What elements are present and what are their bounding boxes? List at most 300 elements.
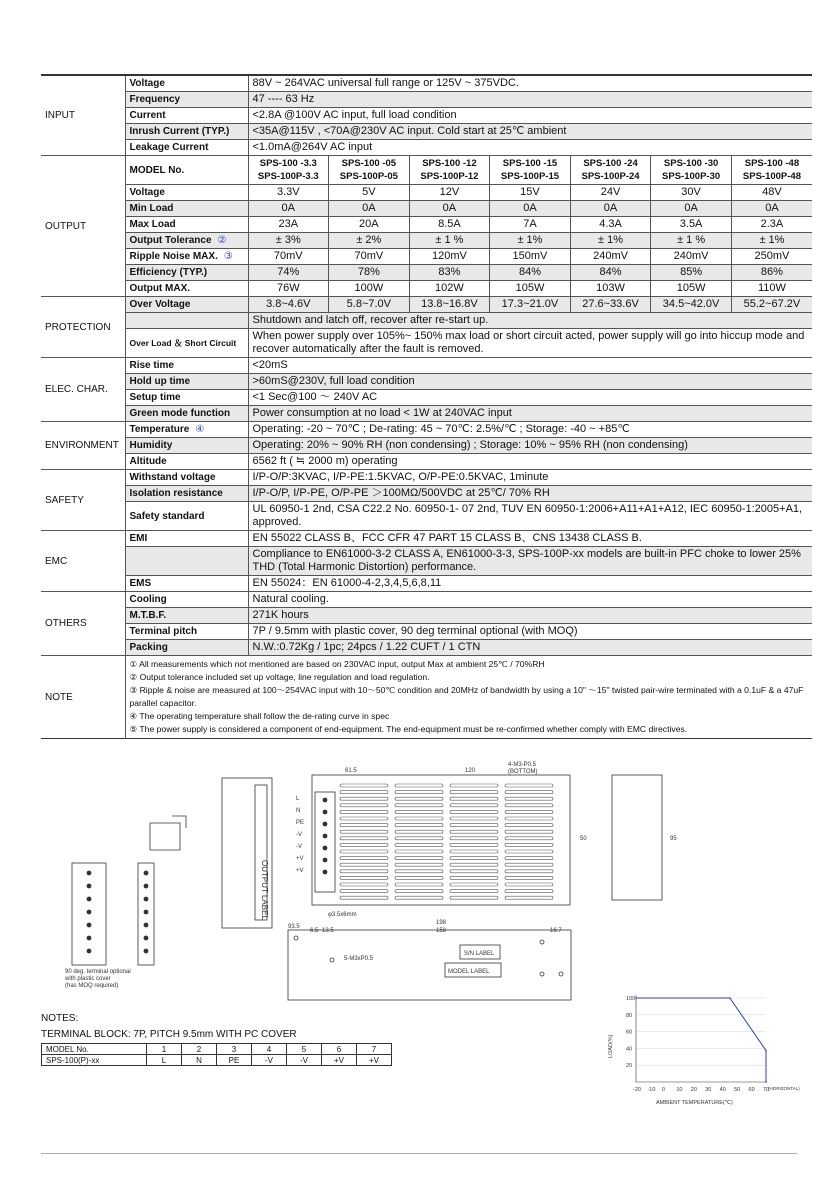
vent-slot: [340, 850, 388, 853]
terminal-cell: +V: [322, 1055, 357, 1066]
row-label: Ripple Noise MAX.: [129, 251, 218, 262]
row-value: <35A@115V , <70A@230V AC input. Cold start at 25℃ ambient: [248, 124, 812, 140]
terminal-caption-1: 90 deg. terminal optional: [65, 969, 131, 975]
output-value: 105W: [651, 281, 732, 297]
derating-chart: [598, 988, 803, 1108]
output-value: 105W: [490, 281, 571, 297]
output-value: 48V: [731, 185, 812, 201]
table-row: [41, 329, 812, 358]
output-value: 150mV: [490, 249, 571, 265]
row-label: M.T.B.F.: [129, 610, 167, 621]
vent-slot: [395, 857, 443, 860]
table-row: [41, 406, 812, 422]
row-label: Output Tolerance: [129, 235, 212, 246]
terminal-header-cell: 4: [252, 1044, 287, 1055]
vent-slot: [395, 824, 443, 827]
output-value: 240mV: [651, 249, 732, 265]
terminal-header-cell: 2: [182, 1044, 217, 1055]
table-row: [41, 140, 812, 156]
row-label: Isolation resistance: [129, 488, 223, 499]
terminal-block-text: TERMINAL BLOCK: 7P, PITCH 9.5mm WITH PC COVER: [41, 1029, 297, 1040]
table-row: [41, 358, 812, 374]
vent-slot: [450, 810, 498, 813]
row-label: Leakage Current: [129, 142, 209, 153]
vent-slot: [340, 824, 388, 827]
model-name: [570, 156, 651, 185]
row-label-cell: [125, 281, 248, 297]
model-name: [490, 156, 571, 185]
dim-6-5: 6.5: [310, 928, 319, 934]
terminal-screw: [144, 936, 149, 941]
terminal-cell: +V: [357, 1055, 392, 1066]
section-protection: PROTECTION: [41, 297, 125, 358]
footer-line: [41, 1153, 797, 1154]
vent-slot: [505, 876, 553, 879]
terminal-screw: [87, 897, 92, 902]
table-row: [41, 592, 812, 608]
vent-slot: [450, 876, 498, 879]
vent-slot: [450, 896, 498, 899]
terminal-header-cell: 1: [147, 1044, 182, 1055]
model-name-b: SPS-100P-05: [339, 171, 398, 182]
output-value: 12V: [409, 185, 490, 201]
row-label-cell: [125, 454, 248, 470]
note-item: ① All measurements which not mentioned are based on 230VAC input, output Max at ambient 25℃ / 70%RH: [129, 659, 545, 669]
row-label-cell: [125, 470, 248, 486]
dim-m3: 4-M3-P0.5: [508, 762, 537, 768]
output-value: 4.3A: [570, 217, 651, 233]
row-label-cell: [125, 608, 248, 624]
terminal-header-cell: 7: [357, 1044, 392, 1055]
section-emc: EMC: [41, 531, 125, 592]
dim-hole: φ3.5x6mm: [328, 912, 357, 918]
table-row: [41, 438, 812, 454]
terminal-screw: [87, 923, 92, 928]
section-environment: ENVIRONMENT: [41, 422, 125, 470]
pin-label-3: -V: [296, 832, 302, 838]
row-label-cell: [125, 124, 248, 140]
note-item: ③ Ripple & noise are measured at 100～254VAC input with 10～50℃ condition and 20MHz of bandwidth by using a 10" ～15" twisted pair-wire terminated with a 0.1uF & a 47uF parallel capacitor.: [129, 685, 804, 708]
output-value: 5V: [329, 185, 410, 201]
table-row: [41, 547, 812, 576]
row-label: Efficiency (TYP.): [129, 267, 208, 278]
dim-m3-bottom: 5-M3xP0.5: [344, 956, 374, 962]
terminal-screw: [323, 870, 328, 875]
vent-slot: [450, 870, 498, 873]
row-label-cell: [125, 531, 248, 547]
row-label-cell: [125, 390, 248, 406]
table-row: [41, 502, 812, 531]
bracket-sketch: [150, 816, 186, 850]
vent-slot: [450, 797, 498, 800]
model-name-a: SPS-100 -12: [422, 158, 477, 169]
vent-slot: [340, 784, 388, 787]
terminal-screw: [323, 834, 328, 839]
x-tick-label: -10: [647, 1087, 656, 1093]
y-tick-label: 100: [626, 996, 636, 1002]
row-label: Packing: [129, 642, 168, 653]
output-value: 8.5A: [409, 217, 490, 233]
table-row: [41, 108, 812, 124]
table-row: [41, 297, 812, 313]
model-name-b: SPS-100P-30: [662, 171, 721, 182]
x-tick-label: 40: [719, 1087, 726, 1093]
row-label-cell: [125, 624, 248, 640]
dim-bottom: (BOTTOM): [508, 769, 538, 775]
output-value: 0A: [409, 201, 490, 217]
x-axis-label: AMBIENT TEMPERATURE(℃): [656, 1100, 733, 1106]
table-row: [41, 281, 812, 297]
terminal-screw: [87, 871, 92, 876]
vent-slot: [450, 843, 498, 846]
vent-slot: [505, 890, 553, 893]
ovp-value: 5.8~7.0V: [329, 297, 410, 313]
output-value: 86%: [731, 265, 812, 281]
vent-slot: [505, 797, 553, 800]
terminal-screw: [144, 949, 149, 954]
x-tick-label: 10: [676, 1087, 683, 1093]
y-tick-label: 40: [626, 1046, 633, 1053]
vent-slot: [395, 896, 443, 899]
model-name-b: SPS-100P-24: [581, 171, 640, 182]
table-row: [41, 75, 812, 92]
row-label: Voltage: [129, 78, 165, 89]
vent-slot: [450, 824, 498, 827]
note-marker: ③: [223, 251, 233, 262]
terminal-screw: [87, 884, 92, 889]
ovp-value: 13.8~16.8V: [409, 297, 490, 313]
note-item: ④ The operating temperature shall follow the de-rating curve in spec: [129, 711, 390, 721]
section-output: OUTPUT: [41, 156, 125, 297]
terminal-screw: [323, 798, 328, 803]
row-label-cell: [125, 502, 248, 531]
row-label-cell: [125, 592, 248, 608]
row-label-cell: [125, 92, 248, 108]
x-tick-label: 50: [734, 1087, 741, 1093]
model-name-b: SPS-100P-48: [742, 171, 801, 182]
table-row: [41, 185, 812, 201]
table-row: [41, 265, 812, 281]
row-value: >60mS@230V, full load condition: [248, 374, 812, 390]
vent-slot: [340, 791, 388, 794]
row-label-cell: [125, 185, 248, 201]
output-value: 83%: [409, 265, 490, 281]
vent-slot: [395, 791, 443, 794]
vent-slot: [450, 784, 498, 787]
dim-158: 158: [436, 928, 447, 934]
vent-slot: [395, 863, 443, 866]
vent-slot: [505, 810, 553, 813]
vent-slot: [340, 843, 388, 846]
row-label: MODEL No.: [129, 164, 185, 176]
vent-slot: [395, 843, 443, 846]
output-value: 23A: [248, 217, 329, 233]
row-label-cell: [125, 297, 248, 313]
note-marker: ②: [217, 235, 227, 246]
output-value: 0A: [570, 201, 651, 217]
terminal-cell: -V: [287, 1055, 322, 1066]
model-name-a: SPS-100 -48: [744, 158, 800, 169]
output-value: ± 1 %: [409, 233, 490, 249]
terminal-screw: [87, 910, 92, 915]
row-value: Operating: 20% ~ 90% RH (non condensing) ; Storage: 10% ~ 95% RH (non condensing): [248, 438, 812, 454]
row-label-cell: [125, 576, 248, 592]
vent-slot: [340, 810, 388, 813]
terminal-cell: SPS-100(P)-xx: [42, 1055, 147, 1066]
vent-slot: [505, 791, 553, 794]
vent-slot: [340, 804, 388, 807]
output-value: 0A: [329, 201, 410, 217]
vent-slot: [395, 797, 443, 800]
ovp-value: 3.8~4.6V: [248, 297, 329, 313]
row-label-cell: [125, 640, 248, 656]
mechanical-drawing: [60, 760, 790, 1010]
terminal-cell: -V: [252, 1055, 287, 1066]
row-label-cell: [125, 249, 248, 265]
bottom-view-outline: [288, 930, 571, 1000]
table-row: [41, 390, 812, 406]
x-tick-label: 30: [705, 1087, 712, 1093]
derating-curve: [636, 998, 766, 1082]
row-value: 7P / 9.5mm with plastic cover, 90 deg terminal optional (with MOQ): [248, 624, 812, 640]
horizontal-tag: (HORIZONTAL): [768, 1086, 800, 1091]
vent-slot: [340, 876, 388, 879]
table-row: [41, 374, 812, 390]
model-label-text: MODEL LABEL: [448, 969, 490, 975]
model-name-a: SPS-100 -15: [502, 158, 558, 169]
y-tick-label: 60: [626, 1029, 633, 1036]
table-row: [41, 608, 812, 624]
pin-label-5: +V: [296, 856, 304, 862]
model-name: [731, 156, 812, 185]
vent-slot: [505, 830, 553, 833]
row-label: Temperature: [129, 424, 190, 435]
output-value: 0A: [248, 201, 329, 217]
x-tick-label: -20: [633, 1087, 641, 1093]
vent-slot: [340, 837, 388, 840]
model-name-a: SPS-100 -30: [663, 158, 719, 169]
row-label: Hold up time: [129, 376, 191, 387]
model-name: [409, 156, 490, 185]
output-value: 78%: [329, 265, 410, 281]
model-name-b: SPS-100P-3.3: [257, 171, 319, 182]
curve-point: [729, 997, 731, 999]
pin-label-0: L: [296, 796, 300, 802]
row-label-cell: [125, 108, 248, 124]
section-others: OTHERS: [41, 592, 125, 656]
table-row: [41, 217, 812, 233]
table-row: [41, 233, 812, 249]
output-value: ± 1 %: [651, 233, 732, 249]
table-row: [41, 576, 812, 592]
table-row: [41, 249, 812, 265]
output-label-text: OUTPUT LABEL: [260, 860, 269, 920]
vent-slot: [505, 850, 553, 853]
model-name: [248, 156, 329, 185]
output-value: 84%: [490, 265, 571, 281]
row-label: Frequency: [129, 94, 181, 105]
row-value: Shutdown and latch off, recover after re-start up.: [248, 313, 812, 329]
output-value: ± 2%: [329, 233, 410, 249]
vent-slot: [505, 857, 553, 860]
output-value: ± 1%: [731, 233, 812, 249]
section-elec: ELEC. CHAR.: [41, 358, 125, 422]
sn-label-text: S/N LABEL: [464, 951, 495, 957]
table-row: [41, 201, 812, 217]
vent-slot: [505, 896, 553, 899]
vent-slot: [450, 804, 498, 807]
model-name-a: SPS-100 -05: [341, 158, 397, 169]
row-value: Compliance to EN61000-3-2 CLASS A, EN61000-3-3, SPS-100P-xx models are built-in PFC choke to lower 25% THD (Total Harmonic Distortion) performance.: [248, 547, 812, 576]
vent-slot: [340, 890, 388, 893]
table-row: [41, 486, 812, 502]
y-tick-label: 80: [626, 1012, 633, 1019]
vent-slot: [505, 824, 553, 827]
dim-13-5: 13.5: [322, 928, 334, 934]
vent-slot: [450, 890, 498, 893]
row-label-cell: [125, 201, 248, 217]
vent-slot: [340, 817, 388, 820]
row-label: Altitude: [129, 456, 167, 467]
terminal-header-cell: MODEL No.: [42, 1044, 147, 1055]
output-value: 102W: [409, 281, 490, 297]
ovp-value: 27.6~33.6V: [570, 297, 651, 313]
row-label: Current: [129, 110, 166, 121]
vent-slot: [505, 843, 553, 846]
top-view-terminal: [315, 792, 335, 892]
row-label-cell: [125, 217, 248, 233]
row-label: Withstand voltage: [129, 472, 216, 483]
row-label: Green mode function: [129, 408, 231, 419]
vent-slot: [450, 850, 498, 853]
pin-label-1: N: [296, 808, 301, 814]
ovp-value: 17.3~21.0V: [490, 297, 571, 313]
dim-120: 120: [465, 768, 476, 774]
row-label-cell: [125, 329, 248, 358]
vent-slot: [395, 890, 443, 893]
vent-slot: [395, 810, 443, 813]
terminal-header-cell: 3: [217, 1044, 252, 1055]
row-label: Cooling: [129, 594, 167, 605]
table-row: [41, 470, 812, 486]
vent-slot: [395, 876, 443, 879]
vent-slot: [450, 857, 498, 860]
row-label-cell: [125, 140, 248, 156]
vent-slot: [450, 837, 498, 840]
row-value: Natural cooling.: [248, 592, 812, 608]
table-row: [41, 640, 812, 656]
dim-50: 50: [580, 836, 587, 842]
vent-slot: [340, 830, 388, 833]
row-label-cell: [125, 406, 248, 422]
model-label-cell: [125, 156, 248, 185]
row-label: Max Load: [129, 219, 176, 230]
terminal-screw: [144, 897, 149, 902]
row-value: Operating: -20 ~ 70℃ ; De-rating: 45 ~ 70℃: 2.5%/℃ ; Storage: -40 ~ +85℃: [248, 422, 812, 438]
model-name: [329, 156, 410, 185]
row-value: EN 55024：EN 61000-4-2,3,4,5,6,8,11: [248, 576, 812, 592]
dim-198: 198: [436, 920, 447, 926]
note-item: ⑤ The power supply is considered a component of end-equipment. The end-equipment must be re-confirmed whether comply with EMC directives.: [129, 724, 688, 734]
row-value: <1 Sec@100 ～ 240V AC: [248, 390, 812, 406]
terminal-screw: [144, 910, 149, 915]
row-label-cell: [125, 486, 248, 502]
row-value: Power consumption at no load < 1W at 240VAC input: [248, 406, 812, 422]
x-tick-label: 70: [763, 1087, 770, 1093]
row-label-cell: [125, 374, 248, 390]
vent-slot: [450, 791, 498, 794]
row-label: Inrush Current (TYP.): [129, 126, 230, 137]
row-value: 271K hours: [248, 608, 812, 624]
note-marker: ④: [195, 424, 205, 435]
note-item: ② Output tolerance included set up voltage, line regulation and load regulation.: [129, 672, 430, 682]
output-value: 7A: [490, 217, 571, 233]
row-value: UL 60950-1 2nd, CSA C22.2 No. 60950-1- 07 2nd, TUV EN 60950-1:2006+A11+A1+A12, IEC 60950-1:2005+A1, approved.: [248, 502, 812, 531]
vent-slot: [505, 784, 553, 787]
ovp-value: 34.5~42.0V: [651, 297, 732, 313]
front-view-outline: [612, 775, 662, 900]
vent-slot: [505, 870, 553, 873]
table-row: [41, 422, 812, 438]
output-value: 3.5A: [651, 217, 732, 233]
vent-slot: [395, 850, 443, 853]
spec-table: [41, 74, 812, 739]
row-value: I/P-O/P:3KVAC, I/P-PE:1.5KVAC, O/P-PE:0.5KVAC, 1minute: [248, 470, 812, 486]
output-value: 250mV: [731, 249, 812, 265]
row-value: When power supply over 105%~ 150% max load or short circuit acted, power supply will go into hiccup mode and recover automatically after the fault is removed.: [248, 329, 812, 358]
terminal-screw: [323, 846, 328, 851]
x-tick-label: 20: [690, 1087, 697, 1093]
row-value: <20mS: [248, 358, 812, 374]
table-row: [41, 454, 812, 470]
notes-list: [125, 656, 812, 739]
vent-slot: [395, 870, 443, 873]
pin-label-6: +V: [296, 868, 304, 874]
row-label: Setup time: [129, 392, 181, 403]
dim-93-5: 93.5: [288, 924, 300, 930]
terminal-header-cell: 5: [287, 1044, 322, 1055]
row-label-cell: [125, 438, 248, 454]
curve-point: [635, 997, 637, 999]
ovp-value: 55.2~67.2V: [731, 297, 812, 313]
vent-slot: [450, 863, 498, 866]
output-value: 20A: [329, 217, 410, 233]
model-name-b: SPS-100P-15: [500, 171, 560, 182]
terminal-screw: [144, 884, 149, 889]
vent-slot: [340, 863, 388, 866]
output-value: 3.3V: [248, 185, 329, 201]
output-value: 0A: [490, 201, 571, 217]
terminal-cell: L: [147, 1055, 182, 1066]
dim-95: 95: [670, 836, 677, 842]
row-value: 6562 ft ( ≒ 2000 m) operating: [248, 454, 812, 470]
model-name-a: SPS-100 -3.3: [259, 158, 317, 169]
vent-slot: [395, 817, 443, 820]
pin-label-4: -V: [296, 844, 302, 850]
model-name-a: SPS-100 -24: [583, 158, 638, 169]
row-label-cell: [125, 422, 248, 438]
curve-point: [765, 1081, 767, 1083]
row-label: Rise time: [129, 360, 174, 371]
row-label: EMS: [129, 578, 152, 589]
vent-slot: [395, 883, 443, 886]
output-value: 85%: [651, 265, 732, 281]
row-label-cell: [125, 265, 248, 281]
vent-slot: [450, 830, 498, 833]
vent-slot: [395, 784, 443, 787]
vent-slot: [395, 830, 443, 833]
dim-16-7: 16.7: [550, 928, 562, 934]
